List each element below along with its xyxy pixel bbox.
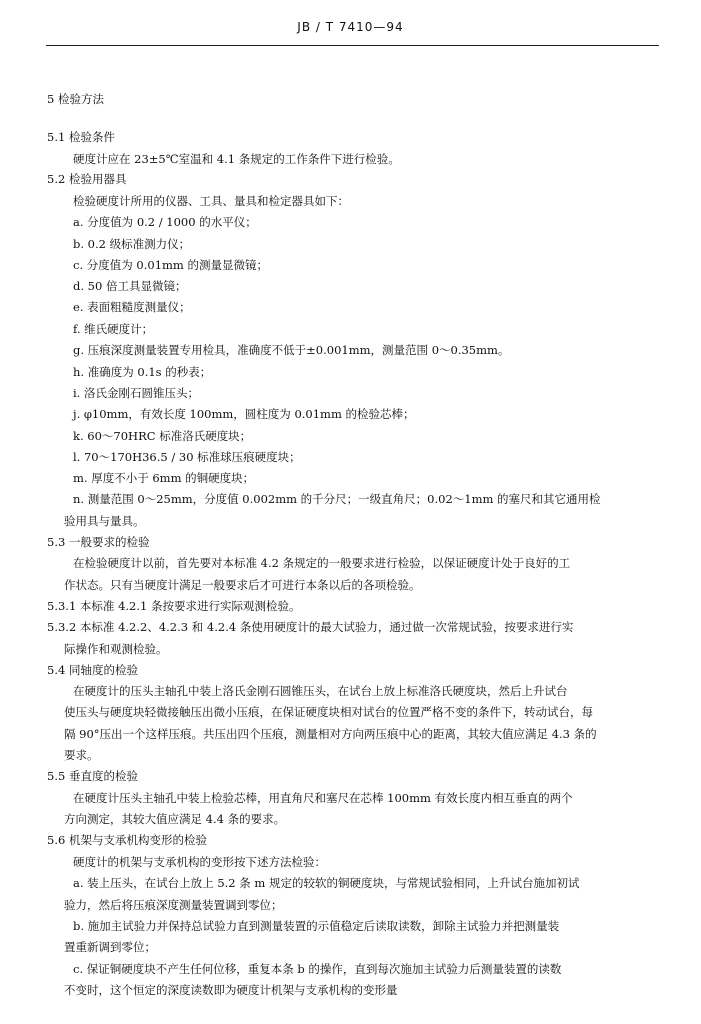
section-line: 5 检验方法	[47, 92, 104, 106]
text-line: 在检验硬度计以前，首先要对本标准 4.2 条规定的一般要求进行检验，以保证硬度计处于良好的工	[73, 556, 571, 570]
text-line: 不变时，这个恒定的深度读数即为硬度计机架与支承机构的变形量	[64, 983, 398, 997]
text-line: 作状态。只有当硬度计满足一般要求后才可进行本条以后的各项检验。	[64, 578, 421, 592]
text-line: h. 准确度为 0.1s 的秒表；	[73, 365, 212, 379]
section-line: 5.1 检验条件	[47, 130, 115, 144]
text-line: n. 测量范围 0～25mm，分度值 0.002mm 的千分尺；一级直角尺；0.02～1mm 的塞尺和其它通用检	[73, 492, 601, 506]
text-line: c. 分度值为 0.01mm 的测量显微镜；	[73, 258, 268, 272]
text-line: 检验硬度计所用的仪器、工具、量具和检定器具如下：	[73, 194, 349, 208]
text-line: 在硬度计压头主轴孔中装上检验芯棒，用直角尺和塞尺在芯棒 100mm 有效长度内相互垂直的两个	[73, 791, 573, 805]
text-line: b. 0.2 级标准测力仪；	[73, 237, 191, 251]
text-line: 验用具与量具。	[64, 514, 145, 528]
section-line: 5.6 机架与支承机构变形的检验	[47, 833, 207, 847]
text-line: l. 70～170H36.5 / 30 标准球压痕硬度块；	[73, 450, 301, 464]
header-rule	[46, 45, 659, 46]
section-line: 5.3.2 本标准 4.2.2、4.2.3 和 4.2.4 条使用硬度计的最大试验力，通过做一次常规试验，按要求进行实	[47, 620, 574, 634]
text-line: 际操作和观测检验。	[64, 642, 168, 656]
text-line: e. 表面粗糙度测量仪；	[73, 300, 191, 314]
standard-number: JB / T 7410—94	[297, 20, 404, 34]
text-line: j. φ10mm，有效长度 100mm，圆柱度为 0.01mm 的检验芯棒；	[73, 407, 415, 421]
text-line: d. 50 倍工具显微镜；	[73, 279, 187, 293]
text-line: f. 维氏硬度计；	[73, 322, 154, 336]
text-line: k. 60～70HRC 标准洛氏硬度块；	[73, 429, 252, 443]
text-line: 硬度计应在 23±5℃室温和 4.1 条规定的工作条件下进行检验。	[73, 152, 400, 166]
text-line: 置重新调到零位；	[64, 940, 156, 954]
text-line: b. 施加主试验力并保持总试验力直到测量装置的示值稳定后读取读数，卸除主试验力并把测量装	[73, 919, 560, 933]
text-line: c. 保证铜硬度块不产生任何位移，重复本条 b 的操作，直到每次施加主试验力后测量装置的读数	[73, 962, 562, 976]
text-line: a. 装上压头，在试台上放上 5.2 条 m 规定的较软的铜硬度块，与常规试验相同，上升试台施加初试	[73, 876, 580, 890]
text-line: 方向测定，其较大值应满足 4.4 条的要求。	[64, 812, 286, 826]
section-line: 5.2 检验用器具	[47, 172, 127, 186]
section-line: 5.5 垂直度的检验	[47, 769, 138, 783]
section-line: 5.3.1 本标准 4.2.1 条按要求进行实际观测检验。	[47, 599, 301, 613]
text-line: i. 洛氏金刚石圆锥压头；	[73, 386, 199, 400]
page-header	[0, 20, 701, 34]
text-line: a. 分度值为 0.2 / 1000 的水平仪；	[73, 215, 257, 229]
text-line: m. 厚度不小于 6mm 的铜硬度块；	[73, 471, 255, 485]
text-line: 隔 90°压出一个这样压痕。共压出四个压痕，测量相对方向两压痕中心的距离，其较大值应满足 4.3 条的	[64, 727, 597, 741]
text-line: 验力，然后将压痕深度测量装置调到零位；	[64, 898, 283, 912]
text-line: 要求。	[64, 748, 99, 762]
text-line: 在硬度计的压头主轴孔中装上洛氏金刚石圆锥压头，在试台上放上标准洛氏硬度块，然后上升试台	[73, 684, 568, 698]
text-line: 使压头与硬度块轻微接触压出微小压痕，在保证硬度块相对试台的位置严格不变的条件下，转动试台，每	[64, 705, 593, 719]
section-line: 5.3 一般要求的检验	[47, 535, 150, 549]
text-line: g. 压痕深度测量装置专用检具，准确度不低于±0.001mm，测量范围 0～0.35mm。	[73, 343, 510, 357]
text-line: 硬度计的机架与支承机构的变形按下述方法检验：	[73, 855, 326, 869]
section-line: 5.4 同轴度的检验	[47, 663, 138, 677]
